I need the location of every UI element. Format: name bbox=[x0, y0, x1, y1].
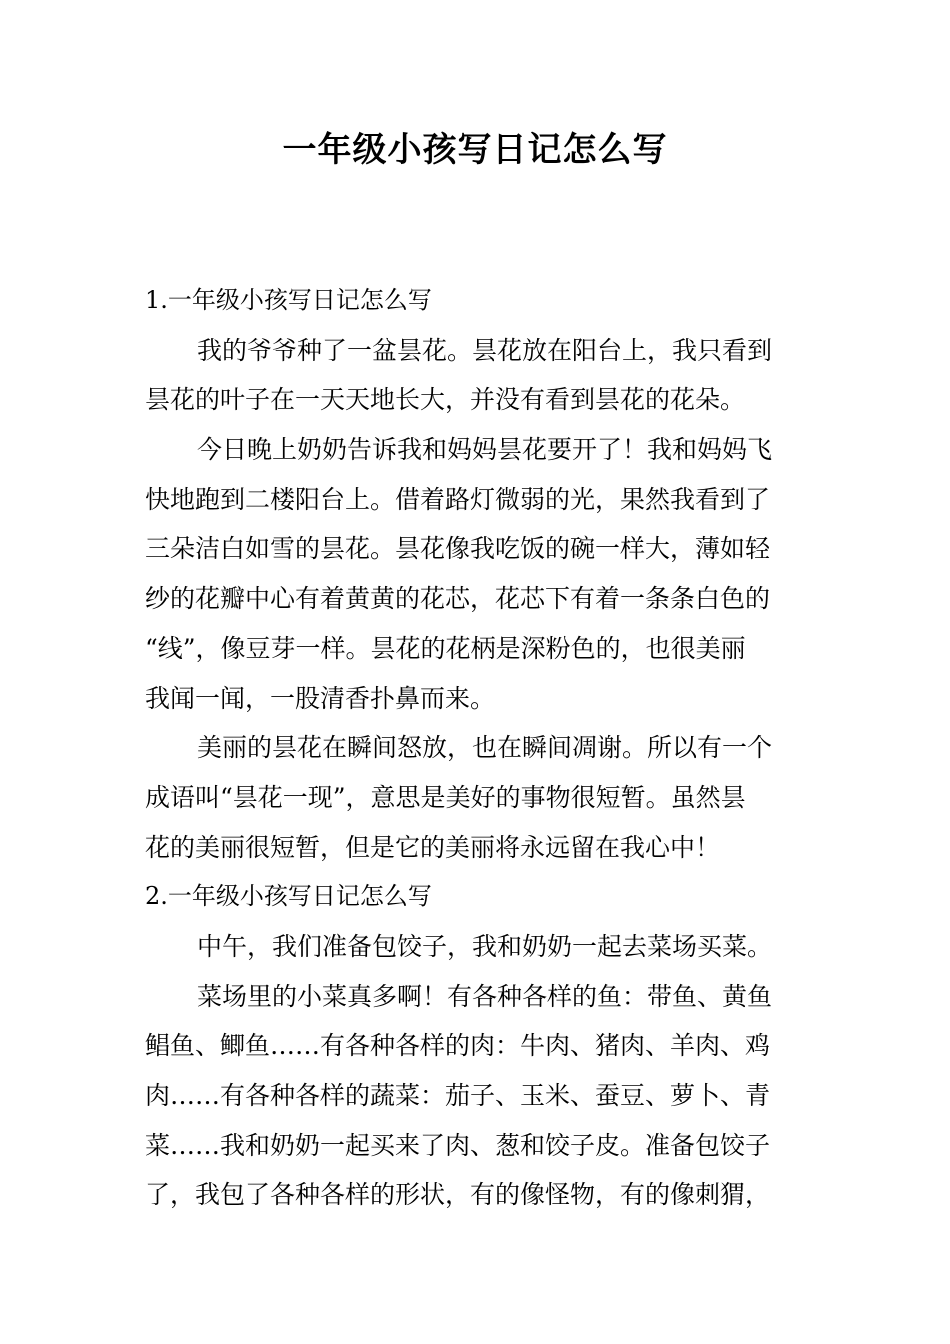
paragraph-line: “线”，像豆芽一样。昙花的花柄是深粉色的，也很美丽 bbox=[145, 633, 746, 663]
paragraph-line: 花的美丽很短暂，但是它的美丽将永远留在我心中！ bbox=[145, 832, 721, 862]
paragraph-line: 中午，我们准备包饺子，我和奶奶一起去菜场买菜。 bbox=[197, 931, 773, 961]
paragraph-line: 今日晚上奶奶告诉我和妈妈昙花要开了！我和妈妈飞 bbox=[197, 435, 773, 465]
paragraph-line: 快地跑到二楼阳台上。借着路灯微弱的光，果然我看到了 bbox=[145, 484, 771, 514]
paragraph-line: 纱的花瓣中心有着黄黄的花芯，花芯下有着一条条白色的 bbox=[145, 584, 771, 614]
section-heading: 1.一年级小孩写日记怎么写 bbox=[145, 286, 432, 314]
paragraph-line: 我闻一闻，一股清香扑鼻而来。 bbox=[145, 683, 496, 713]
paragraph-line: 肉……有各种各样的蔬菜：茄子、玉米、蚕豆、萝卜、青 bbox=[145, 1081, 771, 1110]
paragraph-line: 了，我包了各种各样的形状，有的像怪物，有的像刺猬， bbox=[145, 1180, 771, 1210]
paragraph-line: 三朵洁白如雪的昙花。昙花像我吃饭的碗一样大，薄如轻 bbox=[145, 534, 771, 564]
paragraph-line: 菜……我和奶奶一起买来了肉、葱和饺子皮。准备包饺子 bbox=[145, 1130, 771, 1160]
paragraph-line: 昙花的叶子在一天天地长大，并没有看到昙花的花朵。 bbox=[145, 385, 746, 415]
paragraph-line: 鲳鱼、鲫鱼……有各种各样的肉：牛肉、猪肉、羊肉、鸡 bbox=[145, 1031, 771, 1061]
paragraph-line: 成语叫“昙花一现”，意思是美好的事物很短暂。虽然昙 bbox=[145, 782, 746, 812]
paragraph-line: 我的爷爷种了一盆昙花。昙花放在阳台上，我只看到 bbox=[197, 335, 773, 365]
document-title: 一年级小孩写日记怎么写 bbox=[282, 130, 668, 170]
paragraph-line: 菜场里的小菜真多啊！有各种各样的鱼：带鱼、黄鱼 bbox=[197, 981, 773, 1011]
document-body bbox=[145, 276, 807, 1220]
section-heading: 2.一年级小孩写日记怎么写 bbox=[145, 882, 432, 911]
paragraph-line: 美丽的昙花在瞬间怒放，也在瞬间凋谢。所以有一个 bbox=[197, 733, 773, 763]
